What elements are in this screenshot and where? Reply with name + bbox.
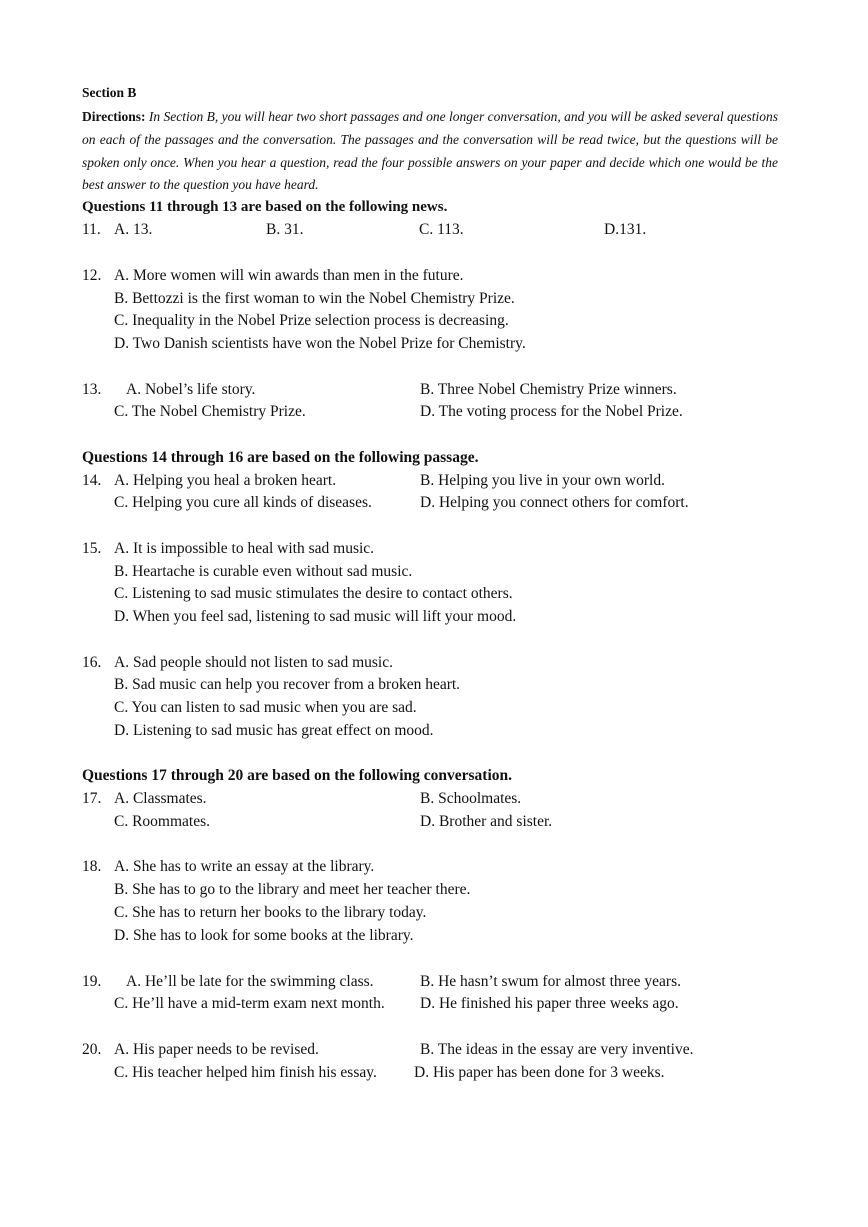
option-c: C. His teacher helped him finish his essay. bbox=[114, 1064, 377, 1081]
question-number: 15. bbox=[82, 540, 102, 557]
option-d: D. Listening to sad music has great effect on mood. bbox=[114, 722, 434, 739]
directions bbox=[82, 106, 778, 197]
question-number: 17. bbox=[82, 790, 102, 807]
option-b: B. The ideas in the essay are very inventive. bbox=[420, 1041, 694, 1058]
option-a: A. His paper needs to be revised. bbox=[114, 1041, 319, 1058]
option-c: C. Roommates. bbox=[114, 813, 211, 830]
option-d: D.131. bbox=[604, 221, 647, 238]
question-number: 18. bbox=[82, 858, 102, 875]
option-a: A. 13. bbox=[114, 221, 153, 238]
option-b: B. Three Nobel Chemistry Prize winners. bbox=[420, 381, 677, 398]
section-title: Section B bbox=[82, 85, 137, 100]
option-a: A. It is impossible to heal with sad music. bbox=[114, 540, 375, 557]
option-a: A. Sad people should not listen to sad music. bbox=[114, 654, 393, 671]
question-number: 12. bbox=[82, 267, 102, 284]
option-c: C. Inequality in the Nobel Prize selection process is decreasing. bbox=[114, 312, 509, 329]
group-header-news: Questions 11 through 13 are based on the following news. bbox=[82, 199, 448, 215]
option-c: C. He’ll have a mid-term exam next month. bbox=[114, 995, 385, 1012]
option-a: A. Nobel’s life story. bbox=[126, 381, 256, 398]
option-d: D. The voting process for the Nobel Prize. bbox=[420, 403, 683, 420]
group-header-conversation: Questions 17 through 20 are based on the following conversation. bbox=[82, 767, 513, 784]
option-b: B. Schoolmates. bbox=[420, 790, 522, 807]
option-d: D. Brother and sister. bbox=[420, 813, 553, 830]
option-c: C. 113. bbox=[419, 221, 464, 238]
option-c: C. She has to return her books to the library today. bbox=[114, 904, 427, 921]
option-a: A. Helping you heal a broken heart. bbox=[114, 472, 337, 489]
option-b: B. Bettozzi is the first woman to win the Nobel Chemistry Prize. bbox=[114, 290, 515, 307]
option-c: C. Helping you cure all kinds of diseases. bbox=[114, 494, 372, 511]
directions-label: Directions: bbox=[82, 109, 146, 124]
question-number: 16. bbox=[82, 654, 102, 671]
option-b: B. Helping you live in your own world. bbox=[420, 472, 665, 489]
question-number: 20. bbox=[82, 1041, 102, 1058]
option-c: C. You can listen to sad music when you are sad. bbox=[114, 699, 417, 716]
option-b: B. She has to go to the library and meet her teacher there. bbox=[114, 881, 471, 898]
option-c: C. The Nobel Chemistry Prize. bbox=[114, 403, 306, 420]
group-header-passage: Questions 14 through 16 are based on the following passage. bbox=[82, 449, 479, 466]
option-d: D. She has to look for some books at the library. bbox=[114, 927, 414, 944]
question-number: 19. bbox=[82, 973, 102, 990]
option-a: A. More women will win awards than men in the future. bbox=[114, 267, 464, 284]
option-b: B. He hasn’t swum for almost three years. bbox=[420, 973, 682, 990]
question-number: 11. bbox=[82, 221, 101, 238]
option-d: D. Two Danish scientists have won the Nobel Prize for Chemistry. bbox=[114, 335, 526, 352]
option-a: A. She has to write an essay at the library. bbox=[114, 858, 375, 875]
question-number: 14. bbox=[82, 472, 102, 489]
option-a: A. He’ll be late for the swimming class. bbox=[126, 973, 374, 990]
option-d: D. Helping you connect others for comfort. bbox=[420, 494, 689, 511]
option-d: D. When you feel sad, listening to sad music will lift your mood. bbox=[114, 608, 517, 625]
option-d: D. He finished his paper three weeks ago. bbox=[420, 995, 679, 1012]
option-c: C. Listening to sad music stimulates the desire to contact others. bbox=[114, 585, 513, 602]
option-b: B. Sad music can help you recover from a broken heart. bbox=[114, 676, 461, 693]
directions-text: In Section B, you will hear two short passages and one longer conversation, and you will be asked several questions on each of the passages and the conversation. The passages and the conversation will be read twice, but the questions will be spoken only once. When you hear a question, read the four possible answers on your paper and decide which one would be the best answer to the question you have heard. bbox=[82, 109, 778, 193]
option-d: D. His paper has been done for 3 weeks. bbox=[414, 1064, 665, 1081]
option-b: B. 31. bbox=[266, 221, 304, 238]
option-a: A. Classmates. bbox=[114, 790, 207, 807]
option-b: B. Heartache is curable even without sad music. bbox=[114, 563, 413, 580]
question-number: 13. bbox=[82, 381, 102, 398]
